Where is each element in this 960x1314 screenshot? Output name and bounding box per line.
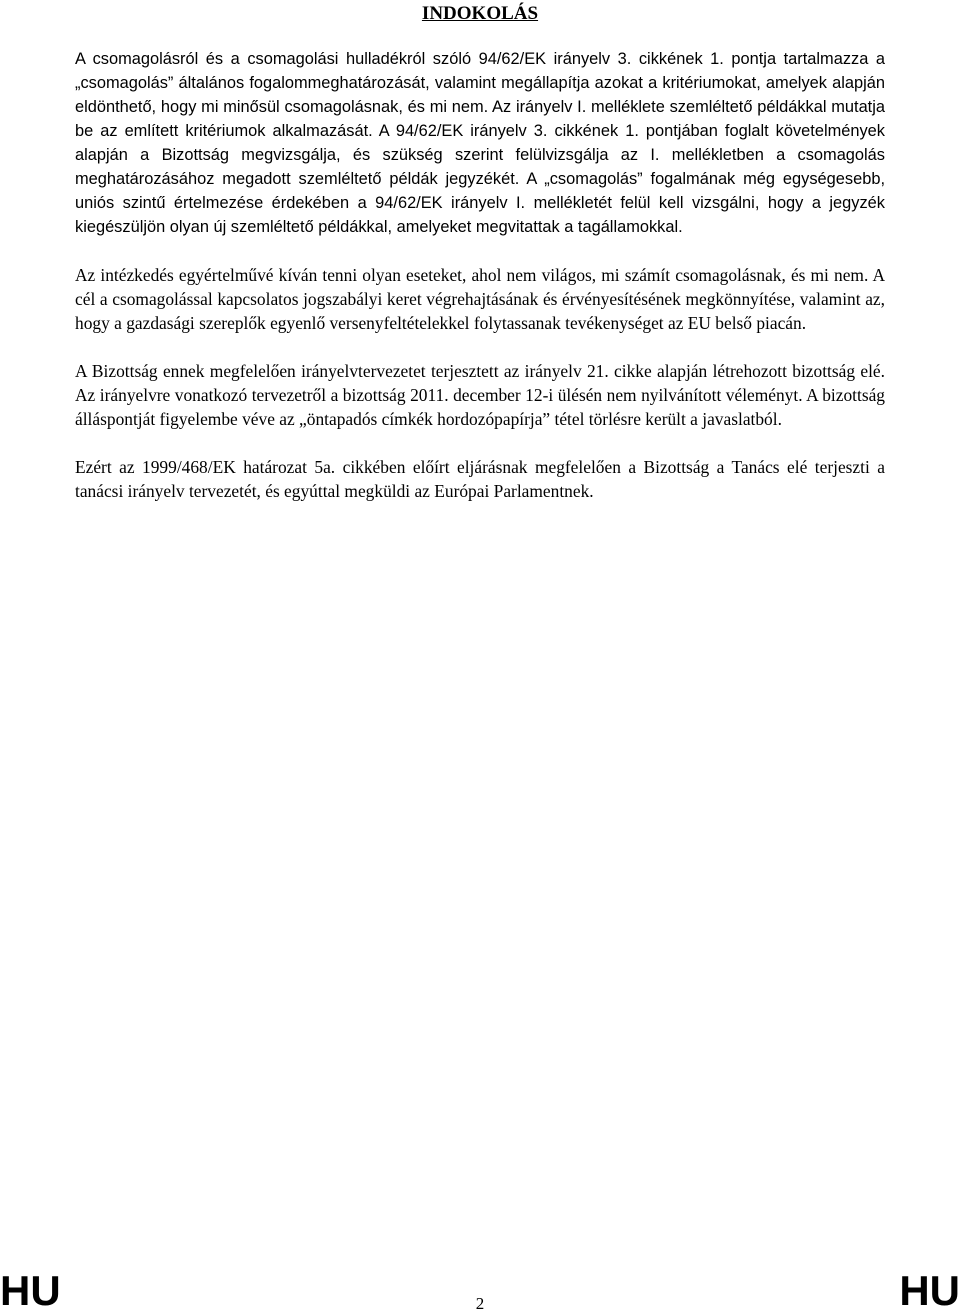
footer-language-code-left: HU [0, 1267, 61, 1314]
paragraph-2: Az intézkedés egyértelművé kíván tenni olyan eseteket, ahol nem világos, mi számít csomagolásnak, és mi nem. A cél a csomagolással kapcsolatos jogszabályi keret végrehajtásának és érvényesítésének megkönnyítése, valamint az, hogy a gazdasági szereplők egyenlő versenyfeltételekkel folytassanak tevékenységet az EU belső piacán. [75, 265, 885, 333]
document-body [75, 47, 885, 527]
page-number: 2 [475, 1294, 485, 1313]
paragraph-4: Ezért az 1999/468/EK határozat 5a. cikkében előírt eljárásnak megfelelően a Bizottság a Tanács elé terjeszti a tanácsi irányelv tervezetét, és egyúttal megküldi az Európai Parlamentnek. [75, 457, 885, 501]
paragraph-1: A csomagolásról és a csomagolási hulladékról szóló 94/62/EK irányelv 3. cikkének 1. pontja tartalmazza a „csomagolás” általános fogalommeghatározását, valamint megállapítja azokat a kritériumokat, amelyek alapján eldönthető, hogy mi minősül csomagolásnak, és mi nem. Az irányelv I. melléklete szemléltető példákkal mutatja be az említett kritériumok alkalmazását. A 94/62/EK irányelv 3. cikkének 1. pontjában foglalt követelmények alapján a Bizottság megvizsgálja, és szükség szerint felülvizsgálja az I. mellékletben a csomagolás meghatározásához megadott szemléltető példák jegyzékét. A „csomagolás” fogalmának még egységesebb, uniós szintű értelmezése érdekében a 94/62/EK irányelv I. mellékletét felül kell vizsgálni, hogy a jegyzék kiegészüljön olyan új szemléltető példákkal, amelyeket megvitattak a tagállamokkal. [75, 50, 885, 236]
footer-language-code-right: HU [899, 1267, 960, 1314]
document-heading: INDOKOLÁS [421, 3, 539, 24]
paragraph-3: A Bizottság ennek megfelelően irányelvtervezetet terjesztett az irányelv 21. cikke alapján létrehozott bizottság elé. Az irányelvre vonatkozó tervezetről a bizottság 2011. december 12-i ülésén nem nyilvánított véleményt. A bizottság álláspontját figyelembe véve az „öntapadós címkék hordozópapírja” tétel törlésre került a javaslatból. [75, 361, 885, 429]
